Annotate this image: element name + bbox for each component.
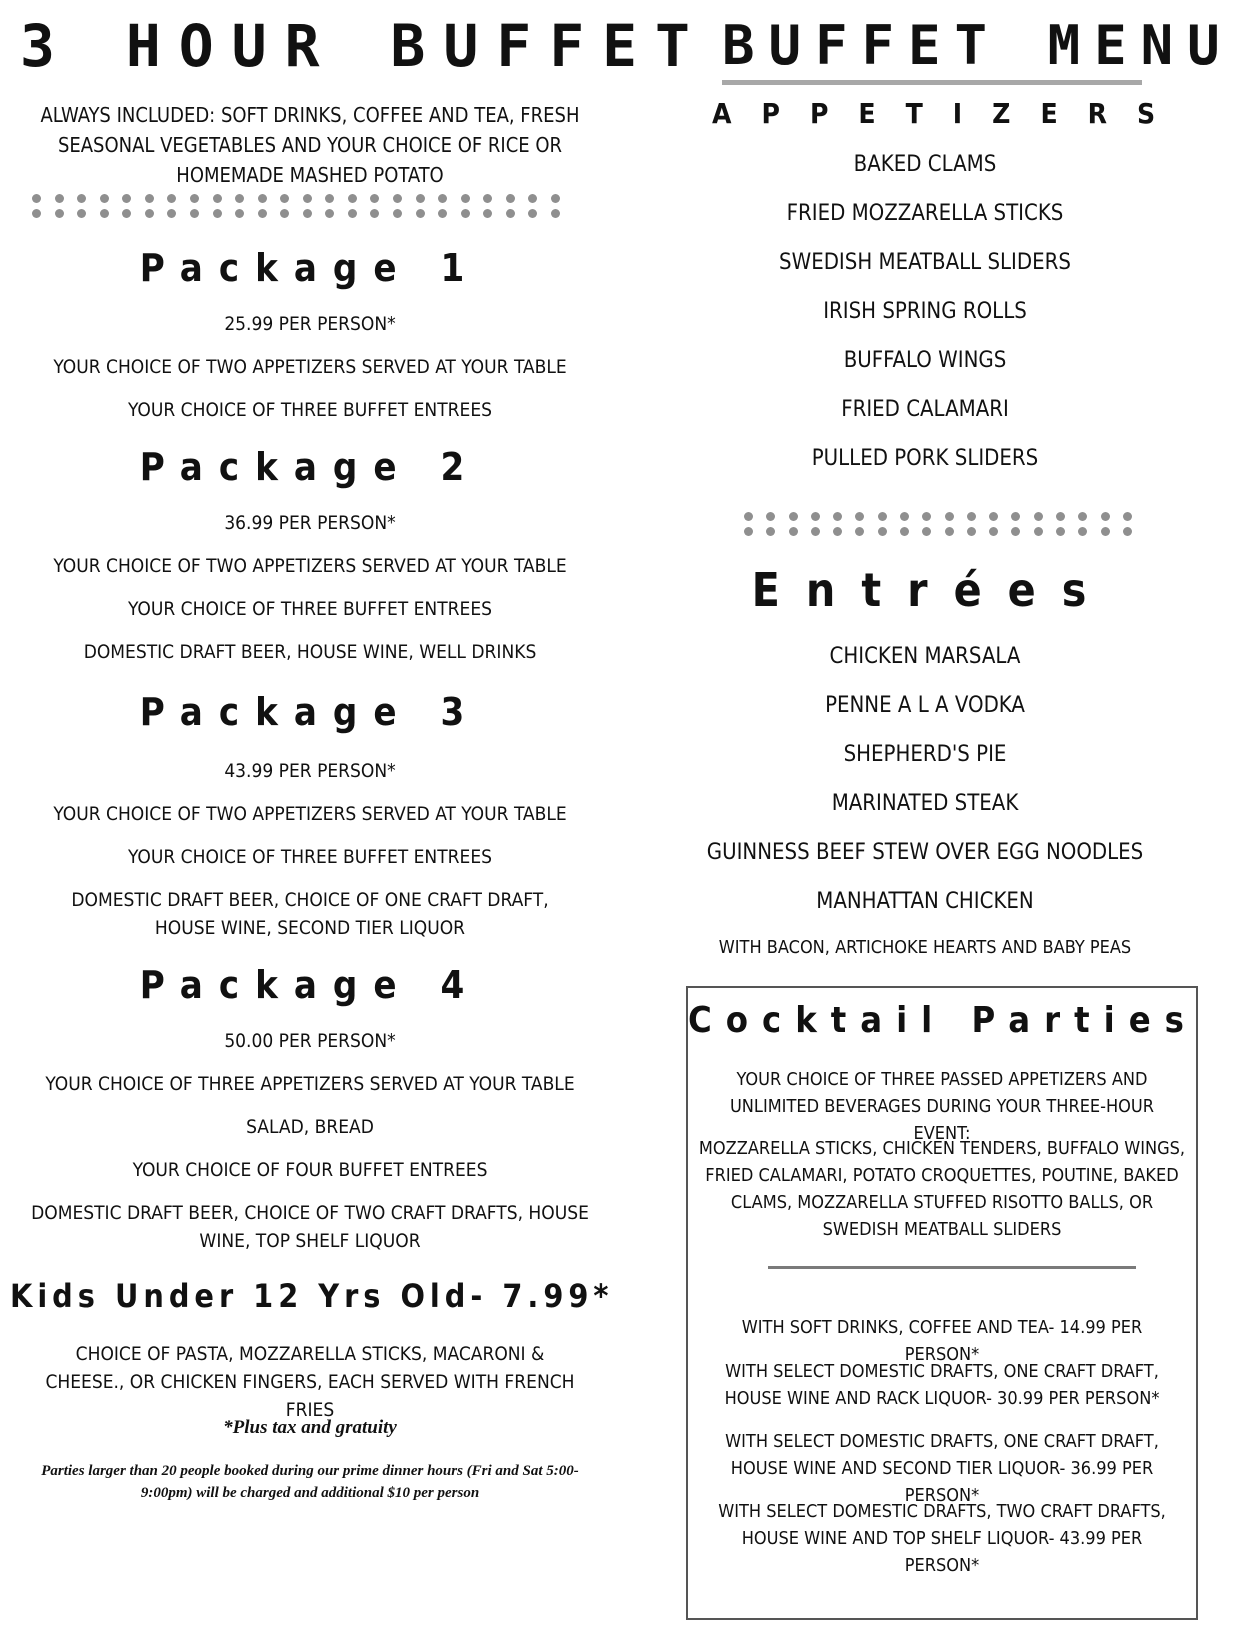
appetizer-item: BUFFALO WINGS — [843, 348, 1007, 373]
dot — [1011, 512, 1020, 521]
dot — [190, 194, 199, 203]
package-2-price: 36.99 PER PERSON* — [224, 512, 396, 534]
package-2-line: YOUR CHOICE OF TWO APPETIZERS SERVED AT YOUR TABLE — [53, 555, 567, 577]
package-3-price: 43.99 PER PERSON* — [224, 760, 396, 782]
dot — [77, 209, 86, 218]
dot — [766, 512, 775, 521]
dot — [483, 194, 492, 203]
dot — [438, 209, 447, 218]
dot — [55, 194, 64, 203]
cocktail-parties-title: Cocktail Parties — [688, 1000, 1198, 1041]
dot — [900, 512, 909, 521]
appetizer-item: SWEDISH MEATBALL SLIDERS — [779, 250, 1071, 275]
package-4-title: Package 4 — [139, 963, 481, 1007]
dot — [744, 512, 753, 521]
cocktail-appetizer-options: MOZZARELLA STICKS, CHICKEN TENDERS, BUFFALO WINGS, FRIED CALAMARI, POTATO CROQUETTES, POUTINE, BAKED CLAMS, MOZZARELLA STUFFED RISOTTO BALLS, OR SWEDISH MEATBALL SLIDERS — [698, 1138, 1186, 1240]
cocktail-divider — [768, 1266, 1136, 1269]
dot — [789, 512, 798, 521]
dot — [1101, 527, 1110, 536]
appetizer-item: BAKED CLAMS — [853, 152, 997, 177]
dot — [551, 209, 560, 218]
dot — [235, 194, 244, 203]
dot — [967, 527, 976, 536]
dot — [348, 194, 357, 203]
dot — [122, 194, 131, 203]
dot — [551, 194, 560, 203]
package-1-line: YOUR CHOICE OF TWO APPETIZERS SERVED AT YOUR TABLE — [53, 356, 567, 378]
dot — [32, 209, 41, 218]
dot — [303, 194, 312, 203]
dot — [167, 194, 176, 203]
dot — [122, 209, 131, 218]
menu-title: BUFFET MENU — [722, 14, 1234, 77]
dot — [811, 512, 820, 521]
package-3-line: YOUR CHOICE OF TWO APPETIZERS SERVED AT YOUR TABLE — [53, 803, 567, 825]
dot — [506, 209, 515, 218]
entree-note: WITH BACON, ARTICHOKE HEARTS AND BABY PEAS — [718, 937, 1132, 958]
dot — [325, 209, 334, 218]
dot — [811, 527, 820, 536]
dot — [900, 527, 909, 536]
cocktail-intro: YOUR CHOICE OF THREE PASSED APPETIZERS AND UNLIMITED BEVERAGES DURING YOUR THREE-HOUR EVENT: — [729, 1069, 1155, 1144]
dotted-divider-left — [32, 194, 560, 218]
dot — [506, 194, 515, 203]
buffet-title: 3 HOUR BUFFET — [20, 12, 708, 80]
package-1-title: Package 1 — [139, 246, 481, 290]
dot — [1123, 527, 1132, 536]
dot — [461, 209, 470, 218]
dot — [1011, 527, 1020, 536]
package-4-line: YOUR CHOICE OF THREE APPETIZERS SERVED AT YOUR TABLE — [45, 1073, 575, 1095]
dot — [833, 512, 842, 521]
appetizer-item: PULLED PORK SLIDERS — [811, 446, 1039, 471]
dot — [989, 512, 998, 521]
kids-title: Kids Under 12 Yrs Old- 7.99* — [10, 1277, 614, 1315]
dot — [32, 194, 41, 203]
appetizers-list — [700, 148, 1150, 491]
dot — [258, 209, 267, 218]
package-4-line: YOUR CHOICE OF FOUR BUFFET ENTREES — [132, 1159, 488, 1181]
package-2-title: Package 2 — [139, 445, 481, 489]
package-3-line: DOMESTIC DRAFT BEER, CHOICE OF ONE CRAFT DRAFT, HOUSE WINE, SECOND TIER LIQUOR — [71, 889, 549, 939]
dot — [528, 209, 537, 218]
dot — [167, 209, 176, 218]
cocktail-price-option: WITH SELECT DOMESTIC DRAFTS, ONE CRAFT DRAFT, HOUSE WINE AND RACK LIQUOR- 30.99 PER PERSON* — [724, 1361, 1160, 1409]
dot — [744, 527, 753, 536]
appetizer-item: IRISH SPRING ROLLS — [823, 299, 1027, 324]
dot-row — [32, 209, 560, 218]
entrees-list — [700, 640, 1150, 934]
package-4-line: SALAD, BREAD — [246, 1116, 374, 1138]
dot — [438, 194, 447, 203]
dot — [1056, 512, 1065, 521]
dot — [967, 512, 976, 521]
dot — [989, 527, 998, 536]
cocktail-price-option: WITH SOFT DRINKS, COFFEE AND TEA- 14.99 PER PERSON* — [741, 1317, 1143, 1365]
appetizer-item: FRIED MOZZARELLA STICKS — [786, 201, 1064, 226]
entree-item: MARINATED STEAK — [831, 791, 1019, 816]
dot — [100, 209, 109, 218]
cocktail-price-option: WITH SELECT DOMESTIC DRAFTS, ONE CRAFT DRAFT, HOUSE WINE AND SECOND TIER LIQUOR- 36.99 PER PERSON* — [725, 1431, 1159, 1506]
entree-item: MANHATTAN CHICKEN — [816, 889, 1034, 914]
dot — [945, 527, 954, 536]
menu-title-rule — [722, 80, 1142, 85]
dot — [1034, 512, 1043, 521]
dot-row — [744, 512, 1132, 521]
dot — [528, 194, 537, 203]
entree-item: GUINNESS BEEF STEW OVER EGG NOODLES — [706, 840, 1144, 865]
dot — [303, 209, 312, 218]
dot — [393, 209, 402, 218]
dot — [855, 527, 864, 536]
dot — [416, 194, 425, 203]
dot — [280, 194, 289, 203]
package-1-price: 25.99 PER PERSON* — [224, 313, 396, 335]
dot — [416, 209, 425, 218]
dot-row — [32, 194, 560, 203]
dot — [100, 194, 109, 203]
dot — [370, 209, 379, 218]
cocktail-parties-box — [686, 986, 1198, 1620]
dot — [213, 194, 222, 203]
dot — [1078, 527, 1087, 536]
dot — [145, 194, 154, 203]
dot — [833, 527, 842, 536]
dot — [766, 527, 775, 536]
dot — [922, 527, 931, 536]
dot — [280, 209, 289, 218]
dot — [1034, 527, 1043, 536]
dot — [1101, 512, 1110, 521]
dot — [55, 209, 64, 218]
dot — [348, 209, 357, 218]
package-2-line: YOUR CHOICE OF THREE BUFFET ENTREES — [128, 598, 492, 620]
always-included-text: ALWAYS INCLUDED: SOFT DRINKS, COFFEE AND TEA, FRESH SEASONAL VEGETABLES AND YOUR CHOICE OF RICE OR HOMEMADE MASHED POTATO — [40, 103, 580, 187]
appetizers-heading: APPETIZERS — [712, 97, 1186, 130]
dot — [945, 512, 954, 521]
dot — [393, 194, 402, 203]
dot — [483, 209, 492, 218]
package-3-title: Package 3 — [139, 690, 481, 734]
dot — [77, 194, 86, 203]
dot — [213, 209, 222, 218]
entree-item: PENNE A L A VODKA — [825, 693, 1025, 718]
dot — [1123, 512, 1132, 521]
large-parties-note: Parties larger than 20 people booked during our prime dinner hours (Fri and Sat 5:00-9:00pm) will be charged and additional $10 per person — [41, 1463, 579, 1501]
dot — [1056, 527, 1065, 536]
entree-item: SHEPHERD'S PIE — [843, 742, 1007, 767]
package-4-line: DOMESTIC DRAFT BEER, CHOICE OF TWO CRAFT DRAFTS, HOUSE WINE, TOP SHELF LIQUOR — [31, 1202, 589, 1252]
dot — [145, 209, 154, 218]
dot — [370, 194, 379, 203]
dot — [258, 194, 267, 203]
dot — [190, 209, 199, 218]
dot — [789, 527, 798, 536]
appetizer-item: FRIED CALAMARI — [841, 397, 1009, 422]
package-4-price: 50.00 PER PERSON* — [224, 1030, 396, 1052]
dot-row — [744, 527, 1132, 536]
dot — [461, 194, 470, 203]
dot — [922, 512, 931, 521]
package-2-line: DOMESTIC DRAFT BEER, HOUSE WINE, WELL DRINKS — [83, 641, 537, 663]
dot — [1078, 512, 1087, 521]
dot — [235, 209, 244, 218]
kids-description: CHOICE OF PASTA, MOZZARELLA STICKS, MACARONI & CHEESE., OR CHICKEN FINGERS, EACH SERVED WITH FRENCH FRIES — [45, 1343, 575, 1421]
tax-note: *Plus tax and gratuity — [223, 1417, 397, 1438]
dot — [325, 194, 334, 203]
dot — [855, 512, 864, 521]
entree-item: CHICKEN MARSALA — [829, 644, 1021, 669]
entrees-heading: Entrées — [751, 563, 1113, 617]
dot — [878, 527, 887, 536]
package-3-line: YOUR CHOICE OF THREE BUFFET ENTREES — [128, 846, 492, 868]
dotted-divider-right — [744, 512, 1132, 536]
cocktail-price-option: WITH SELECT DOMESTIC DRAFTS, TWO CRAFT DRAFTS, HOUSE WINE AND TOP SHELF LIQUOR- 43.99 PER PERSON* — [718, 1501, 1166, 1576]
package-1-line: YOUR CHOICE OF THREE BUFFET ENTREES — [128, 399, 492, 421]
dot — [878, 512, 887, 521]
